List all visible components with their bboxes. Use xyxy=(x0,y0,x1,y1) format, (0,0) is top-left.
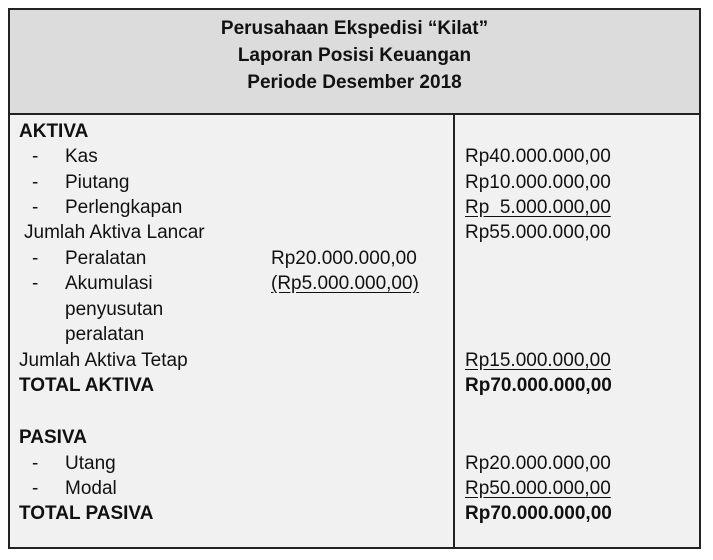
bullet-dash: - xyxy=(32,453,39,474)
peralatan-label: Peralatan xyxy=(65,248,147,269)
jumlah-aktiva-lancar-label: Jumlah Aktiva Lancar xyxy=(24,222,205,243)
akumulasi-label-line-3: peralatan xyxy=(65,324,145,345)
aktiva-heading: AKTIVA xyxy=(19,121,89,142)
bullet-dash: - xyxy=(32,248,39,269)
modal-value: Rp50.000.000,00 xyxy=(465,478,611,499)
bullet-dash: - xyxy=(32,172,39,193)
jumlah-aktiva-lancar-value: Rp55.000.000,00 xyxy=(465,222,611,243)
company-name: Perusahaan Ekspedisi “Kilat” xyxy=(220,18,489,39)
total-aktiva-value: Rp70.000.000,00 xyxy=(465,375,612,396)
piutang-value: Rp10.000.000,00 xyxy=(465,172,611,193)
kas-label: Kas xyxy=(65,146,98,167)
modal-label: Modal xyxy=(65,478,117,499)
jumlah-aktiva-tetap-label: Jumlah Aktiva Tetap xyxy=(19,350,188,371)
jumlah-aktiva-tetap-value: Rp15.000.000,00 xyxy=(465,350,611,371)
akumulasi-label-line-2: penyusutan xyxy=(65,299,164,320)
total-pasiva-label: TOTAL PASIVA xyxy=(19,503,154,524)
bullet-dash: - xyxy=(32,146,39,167)
total-pasiva-value: Rp70.000.000,00 xyxy=(465,503,612,524)
utang-label: Utang xyxy=(65,453,116,474)
pasiva-heading: PASIVA xyxy=(19,427,87,448)
utang-value: Rp20.000.000,00 xyxy=(465,453,611,474)
report-header xyxy=(10,10,699,115)
report-title: Laporan Posisi Keuangan xyxy=(237,45,472,66)
bullet-dash: - xyxy=(32,197,39,218)
column-divider xyxy=(453,113,455,549)
akumulasi-label: Akumulasi xyxy=(65,273,153,294)
bullet-dash: - xyxy=(32,478,39,499)
total-aktiva-label: TOTAL AKTIVA xyxy=(19,375,155,396)
kas-value: Rp40.000.000,00 xyxy=(465,146,611,167)
perlengkapan-label: Perlengkapan xyxy=(65,197,183,218)
perlengkapan-value: Rp 5.000.000,00 xyxy=(465,197,611,218)
piutang-label: Piutang xyxy=(65,172,130,193)
peralatan-value: Rp20.000.000,00 xyxy=(271,248,417,269)
report-period: Periode Desember 2018 xyxy=(247,72,462,93)
akumulasi-value: (Rp5.000.000,00) xyxy=(271,273,419,294)
balance-sheet-table xyxy=(8,8,701,549)
bullet-dash: - xyxy=(32,273,39,294)
